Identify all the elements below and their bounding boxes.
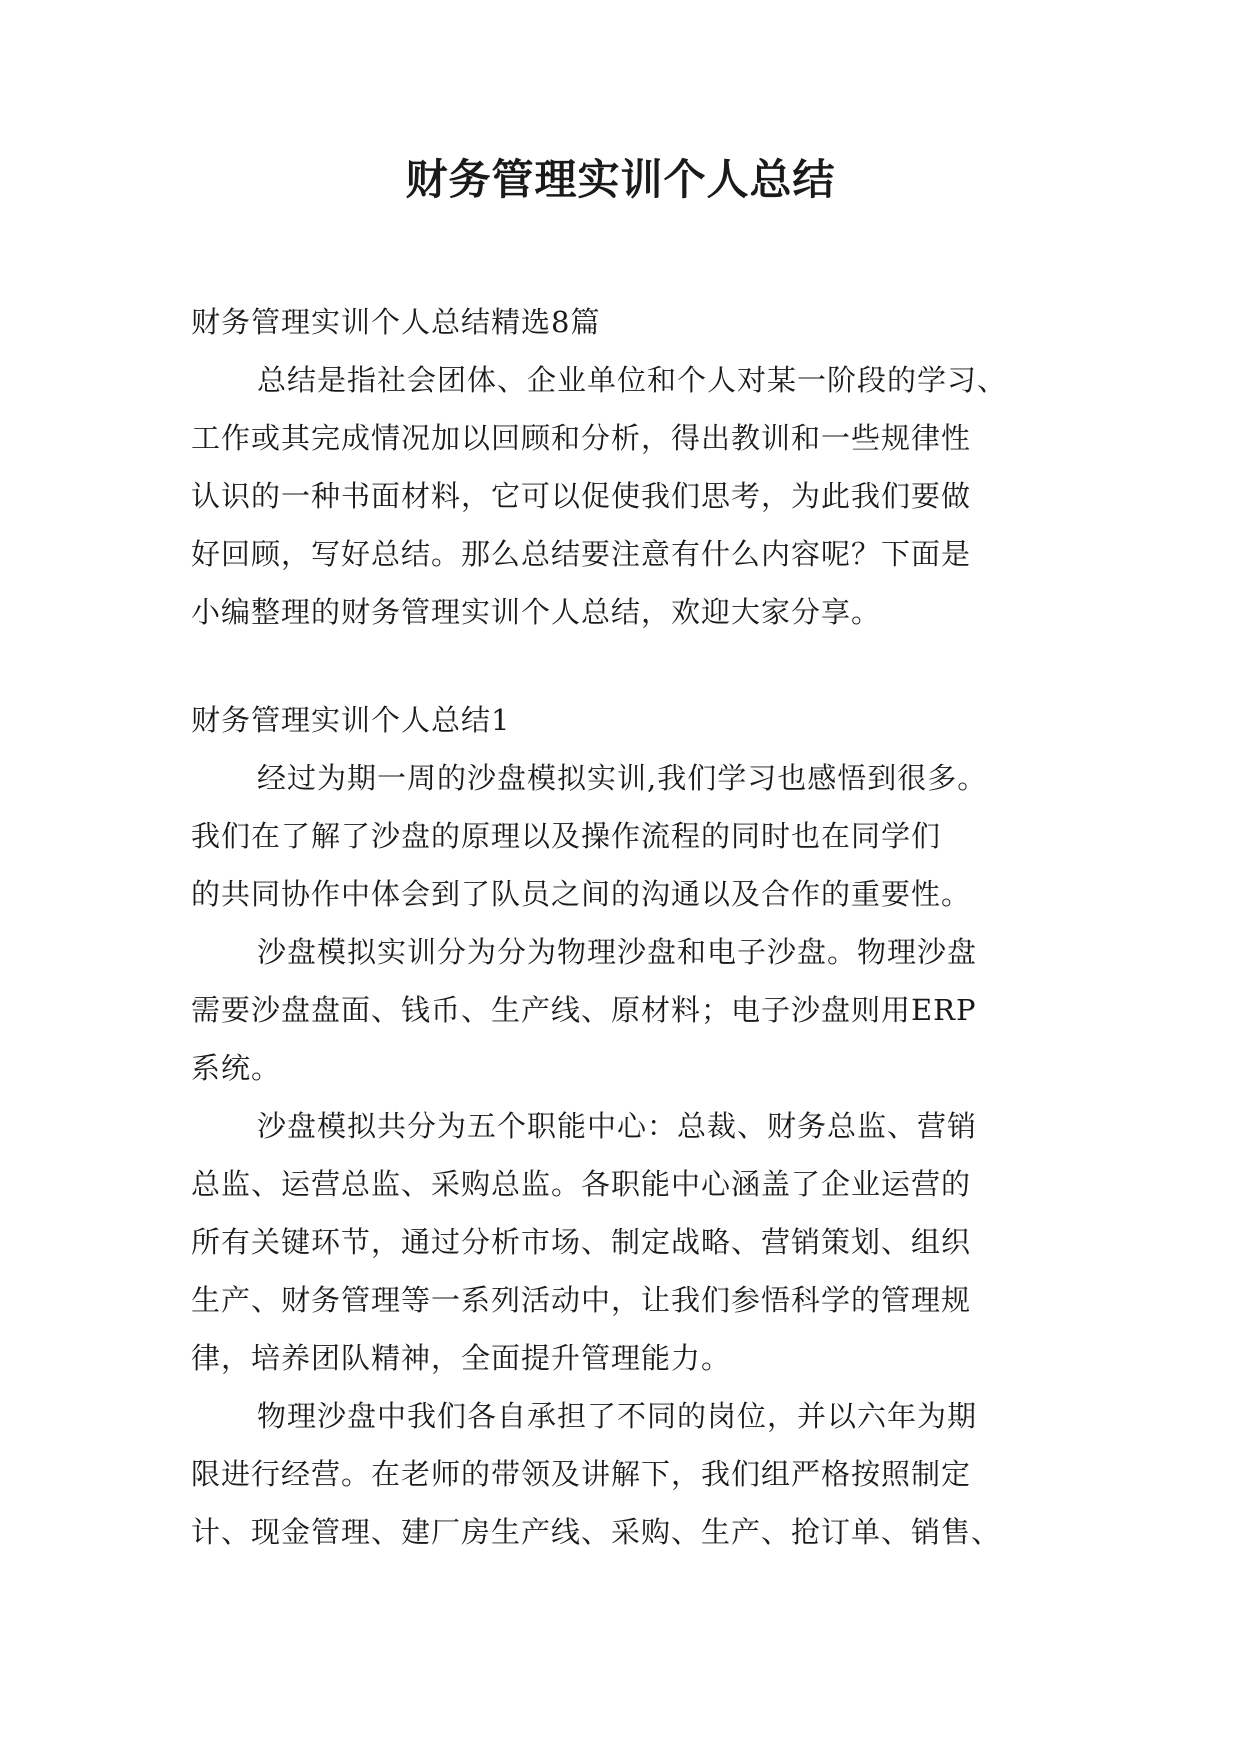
- text-line: 生产、财务管理等一系列活动中，让我们参悟科学的管理规: [191, 1283, 972, 1317]
- text-line: 小编整理的财务管理实训个人总结，欢迎大家分享。: [191, 595, 882, 629]
- text-line: 好回顾，写好总结。那么总结要注意有什么内容呢？下面是: [191, 537, 972, 571]
- intro-paragraph: [191, 351, 1061, 641]
- text-line: 系统。: [191, 1051, 282, 1085]
- document-body: [191, 293, 1061, 1561]
- text-line: 经过为期一周的沙盘模拟实训,我们学习也感悟到很多。: [257, 761, 988, 795]
- text-line: 总结是指社会团体、企业单位和个人对某一阶段的学习、: [257, 363, 1008, 397]
- text-line: 的共同协作中体会到了队员之间的沟通以及合作的重要性。: [191, 877, 972, 911]
- document-subtitle: 财务管理实训个人总结精选8篇: [191, 305, 601, 339]
- text-line: 律，培养团队精神，全面提升管理能力。: [191, 1341, 732, 1375]
- text-line: 物理沙盘中我们各自承担了不同的岗位，并以六年为期: [257, 1399, 978, 1433]
- text-line: 工作或其完成情况加以回顾和分析，得出教训和一些规律性: [191, 421, 972, 455]
- paragraph: [191, 923, 1061, 1097]
- section-spacer: [191, 641, 1061, 691]
- text-line: 需要沙盘盘面、钱币、生产线、原材料；电子沙盘则用ERP: [191, 993, 977, 1027]
- text-line: 沙盘模拟实训分为分为物理沙盘和电子沙盘。物理沙盘: [257, 935, 978, 969]
- document-title: 财务管理实训个人总结: [405, 155, 836, 204]
- text-line: 所有关键环节，通过分析市场、制定战略、营销策划、组织: [191, 1225, 972, 1259]
- section-heading: 财务管理实训个人总结1: [191, 703, 511, 737]
- text-line: 限进行经营。在老师的带领及讲解下，我们组严格按照制定: [191, 1457, 972, 1491]
- paragraph: [191, 1387, 1061, 1561]
- paragraph: [191, 1097, 1061, 1387]
- text-line: 我们在了解了沙盘的原理以及操作流程的同时也在同学们: [191, 819, 942, 853]
- text-line: 计、现金管理、建厂房生产线、采购、生产、抢订单、销售、: [191, 1515, 1002, 1549]
- text-line: 沙盘模拟共分为五个职能中心：总裁、财务总监、营销: [257, 1109, 978, 1143]
- text-line: 总监、运营总监、采购总监。各职能中心涵盖了企业运营的: [191, 1167, 972, 1201]
- paragraph: [191, 749, 1061, 923]
- text-line: 认识的一种书面材料，它可以促使我们思考，为此我们要做: [191, 479, 972, 513]
